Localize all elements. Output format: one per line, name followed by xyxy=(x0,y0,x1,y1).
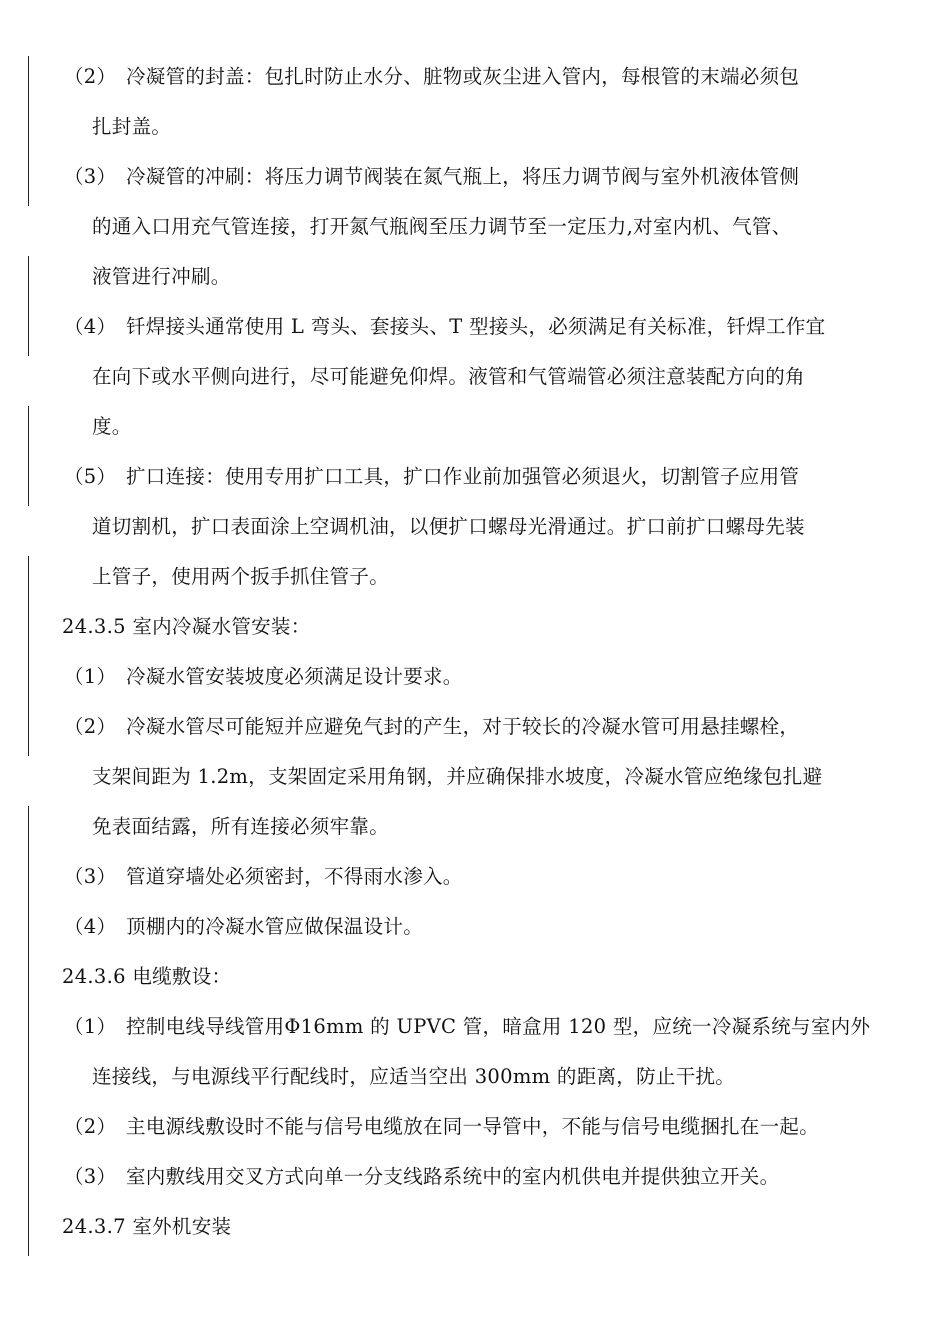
list-item xyxy=(0,664,950,690)
item-text: 冷凝管的封盖：包扎时防止水分、脏物或灰尘进入管内，每根管的末端必须包 xyxy=(126,65,800,88)
item-number: （1） xyxy=(64,665,117,688)
list-item xyxy=(0,1114,950,1140)
list-item xyxy=(0,714,950,740)
list-item-continuation xyxy=(0,264,950,290)
list-item xyxy=(0,64,950,90)
list-item xyxy=(0,1014,950,1040)
item-text: 管道穿墙处必须密封，不得雨水渗入。 xyxy=(126,865,463,888)
section-heading-text: 24.3.6 电缆敷设： xyxy=(62,965,232,988)
item-text: 度。 xyxy=(92,415,132,438)
item-text: 液管进行冲刷。 xyxy=(92,265,231,288)
section-heading-text: 24.3.7 室外机安装 xyxy=(62,1215,232,1238)
item-text: 室内敷线用交叉方式向单一分支线路系统中的室内机供电并提供独立开关。 xyxy=(126,1165,780,1188)
item-text: 钎焊接头通常使用 L 弯头、套接头、T 型接头，必须满足有关标准，钎焊工作宜 xyxy=(126,315,826,338)
item-text: 扩口连接：使用专用扩口工具，扩口作业前加强管必须退火，切割管子应用管 xyxy=(126,465,800,488)
item-number: （3） xyxy=(64,865,117,888)
item-number: （3） xyxy=(64,1165,117,1188)
item-number: （2） xyxy=(64,715,117,738)
list-item-continuation xyxy=(0,214,950,240)
item-text: 连接线，与电源线平行配线时，应适当空出 300mm 的距离，防止干扰。 xyxy=(92,1065,736,1088)
item-number: （4） xyxy=(64,315,117,338)
item-text: 冷凝水管安装坡度必须满足设计要求。 xyxy=(126,665,463,688)
item-number: （3） xyxy=(64,165,117,188)
list-item-continuation xyxy=(0,114,950,140)
list-item-continuation xyxy=(0,1064,950,1090)
item-text: 支架间距为 1.2m，支架固定采用角钢，并应确保排水坡度，冷凝水管应绝缘包扎避 xyxy=(92,765,823,788)
list-item xyxy=(0,1164,950,1190)
list-item xyxy=(0,864,950,890)
section-heading xyxy=(0,614,950,640)
list-item-continuation xyxy=(0,564,950,590)
section-heading xyxy=(0,964,950,990)
list-item-continuation xyxy=(0,764,950,790)
item-number: （2） xyxy=(64,65,117,88)
item-text: 主电源线敷设时不能与信号电缆放在同一导管中，不能与信号电缆捆扎在一起。 xyxy=(126,1115,820,1138)
item-text: 冷凝水管尽可能短并应避免气封的产生，对于较长的冷凝水管可用悬挂螺栓， xyxy=(126,715,800,738)
item-number: （2） xyxy=(64,1115,117,1138)
item-text: 控制电线导线管用Φ16mm 的 UPVC 管，暗盒用 120 型，应统一冷凝系统与室内外 xyxy=(126,1015,871,1038)
item-number: （4） xyxy=(64,915,117,938)
section-heading-text: 24.3.5 室内冷凝水管安装： xyxy=(62,615,311,638)
item-text: 上管子，使用两个扳手抓住管子。 xyxy=(92,565,390,588)
item-number: （1） xyxy=(64,1015,117,1038)
list-item-continuation xyxy=(0,514,950,540)
section-heading xyxy=(0,1214,950,1240)
item-text: 在向下或水平侧向进行，尽可能避免仰焊。液管和气管端管必须注意装配方向的角 xyxy=(92,365,805,388)
item-text: 冷凝管的冲刷：将压力调节阀装在氮气瓶上，将压力调节阀与室外机液体管侧 xyxy=(126,165,800,188)
item-text: 的通入口用充气管连接，打开氮气瓶阀至压力调节至一定压力,对室内机、气管、 xyxy=(92,215,792,238)
list-item-continuation xyxy=(0,414,950,440)
item-text: 道切割机，扩口表面涂上空调机油，以便扩口螺母光滑通过。扩口前扩口螺母先装 xyxy=(92,515,805,538)
list-item-continuation xyxy=(0,814,950,840)
item-text: 顶棚内的冷凝水管应做保温设计。 xyxy=(126,915,424,938)
item-number: （5） xyxy=(64,465,117,488)
item-text: 免表面结露，所有连接必须牢靠。 xyxy=(92,815,390,838)
list-item xyxy=(0,464,950,490)
list-item xyxy=(0,314,950,340)
list-item-continuation xyxy=(0,364,950,390)
list-item xyxy=(0,914,950,940)
item-text: 扎封盖。 xyxy=(92,115,172,138)
list-item xyxy=(0,164,950,190)
